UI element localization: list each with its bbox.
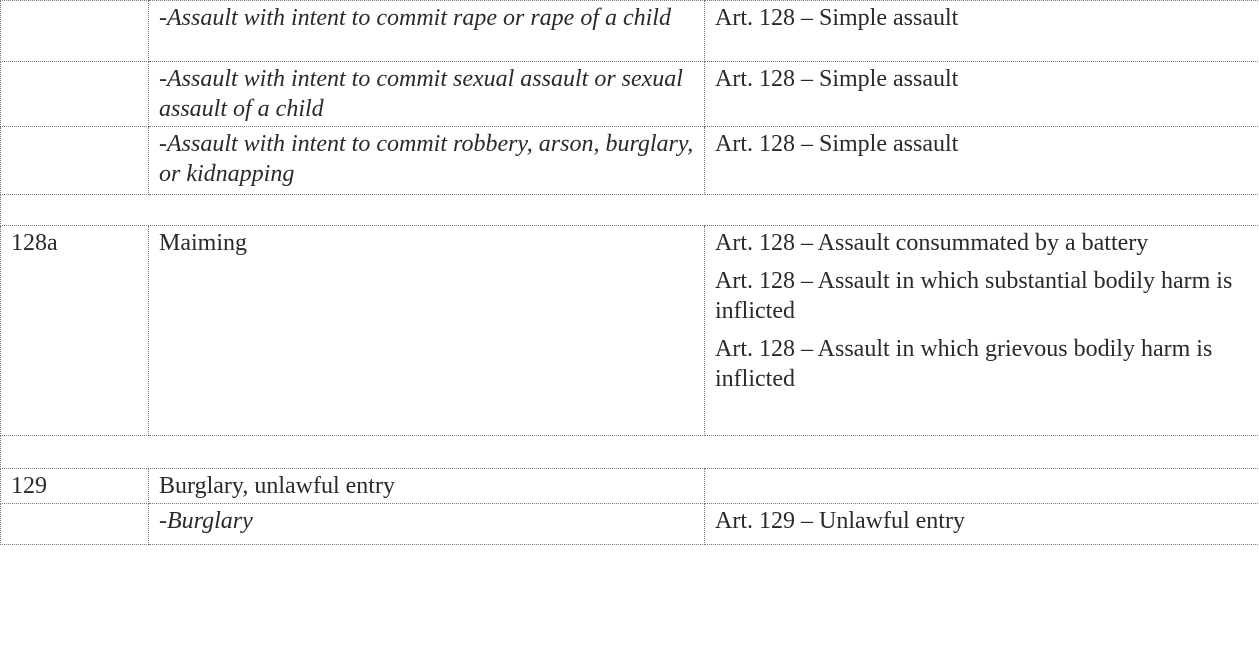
lesser-offense-text: Art. 128 – Simple assault xyxy=(715,66,959,92)
spacer-row xyxy=(1,195,1259,226)
lesser-offense-cell xyxy=(705,127,1259,195)
lesser-offense-cell xyxy=(705,226,1259,436)
lesser-offense-text: Art. 128 – Assault consummated by a battery xyxy=(715,230,1149,256)
lesser-offense-cell xyxy=(705,469,1259,504)
spacer-cell xyxy=(1,195,1259,226)
offense-cell: -Assault with intent to commit robbery, arson, burglary, or kidnapping xyxy=(149,127,705,195)
lesser-offense-text: Art. 128 – Simple assault xyxy=(715,5,959,31)
article-cell xyxy=(1,1,149,62)
table-row xyxy=(1,469,1259,504)
article-cell: 128a xyxy=(1,226,149,436)
table-row xyxy=(1,62,1259,127)
spacer-row xyxy=(1,436,1259,469)
offense-cell: -Assault with intent to commit rape or rape of a child xyxy=(149,1,705,62)
table-row xyxy=(1,127,1259,195)
lesser-offense-text: Art. 128 – Assault in which substantial bodily harm is inflicted xyxy=(715,268,1233,324)
article-cell: 129 xyxy=(1,469,149,504)
lesser-offense-cell xyxy=(705,504,1259,545)
article-cell xyxy=(1,62,149,127)
offense-cell: Maiming xyxy=(149,226,705,436)
lesser-offense-cell xyxy=(705,62,1259,127)
offense-cell: -Burglary xyxy=(149,504,705,545)
table-row xyxy=(1,226,1259,436)
table-row xyxy=(1,1,1259,62)
lesser-offense-text: Art. 128 – Assault in which grievous bodily harm is inflicted xyxy=(715,336,1213,392)
article-cell xyxy=(1,504,149,545)
offense-cell: Burglary, unlawful entry xyxy=(149,469,705,504)
lesser-offense-cell xyxy=(705,1,1259,62)
table-row xyxy=(1,504,1259,545)
article-cell xyxy=(1,127,149,195)
lesser-offense-text: Art. 129 – Unlawful entry xyxy=(715,508,965,534)
lesser-offense-text: Art. 128 – Simple assault xyxy=(715,131,959,157)
offense-cell: -Assault with intent to commit sexual assault or sexual assault of a child xyxy=(149,62,705,127)
spacer-cell xyxy=(1,436,1259,469)
